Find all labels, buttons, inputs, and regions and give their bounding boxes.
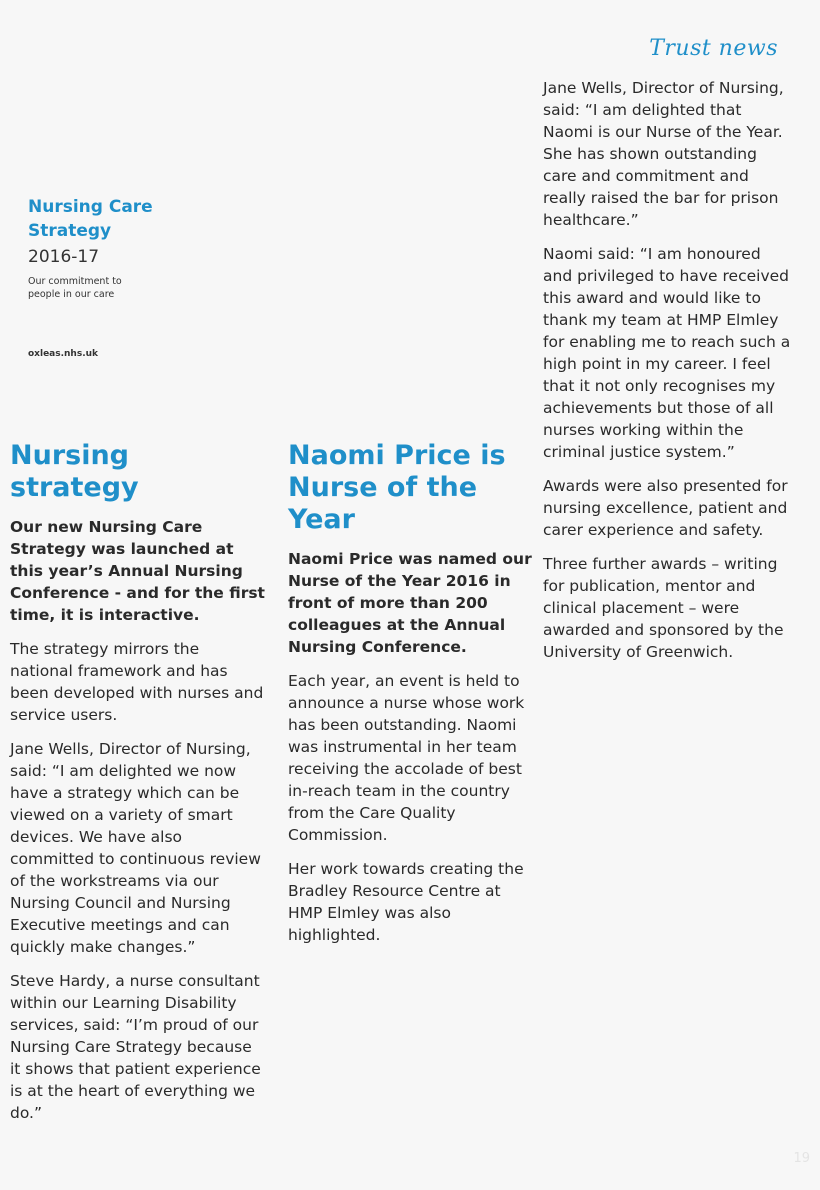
article2-paragraph: Her work towards creating the Bradley Resource Centre at HMP Elmley was also highlighted. bbox=[288, 860, 524, 944]
cover-url-link[interactable]: oxleas.nhs.uk bbox=[28, 349, 99, 359]
article2-continued-paragraph: Awards were also presented for nursing excellence, patient and carer experience and safety. bbox=[543, 477, 788, 539]
page-number: 19 bbox=[793, 1151, 810, 1166]
article1-heading: Nursing strategy bbox=[10, 440, 139, 503]
section-masthead: Trust news bbox=[649, 36, 778, 61]
article2-lead: Naomi Price was named our Nurse of the Year 2016 in front of more than 200 colleagues at the Annual Nursing Conference. bbox=[288, 550, 532, 656]
article2-paragraph: Each year, an event is held to announce a nurse whose work has been outstanding. Naomi was instrumental in her team receiving the accolade of best in-reach team in the country from the Care Quality Commission. bbox=[288, 672, 525, 844]
article2-continued-column bbox=[543, 77, 793, 675]
article-nurse-of-the-year bbox=[288, 440, 533, 958]
article1-paragraph: Steve Hardy, a nurse consultant within our Learning Disability services, said: “I’m proud of our Nursing Care Strategy because it shows that patient experience is at the heart of everything we do.” bbox=[10, 972, 261, 1122]
cover-subtitle-line2: people in our care bbox=[28, 289, 115, 300]
article1-lead: Our new Nursing Care Strategy was launched at this year’s Annual Nursing Conference - and for the first time, it is interactive. bbox=[10, 518, 265, 624]
article2-continued-paragraph: Jane Wells, Director of Nursing, said: “I am delighted that Naomi is our Nurse of the Year. She has shown outstanding care and commitment and really raised the bar for prison healthcare.” bbox=[543, 79, 784, 229]
article1-paragraph: Jane Wells, Director of Nursing, said: “I am delighted we now have a strategy which can be viewed on a variety of smart devices. We have also committed to continuous review of the workstreams via our Nursing Council and Nursing Executive meetings and can quickly make changes.” bbox=[10, 740, 261, 956]
article1-paragraph: The strategy mirrors the national framework and has been developed with nurses and service users. bbox=[10, 640, 264, 724]
article2-heading: Naomi Price is Nurse of the Year bbox=[288, 440, 506, 535]
cover-title-line2: Strategy bbox=[28, 221, 112, 241]
article-nursing-strategy bbox=[10, 440, 265, 1136]
cover-title-line1: Nursing Care bbox=[28, 197, 153, 217]
cover-subtitle-line1: Our commitment to bbox=[28, 276, 122, 287]
article2-continued-paragraph: Naomi said: “I am honoured and privileged to have received this award and would like to thank my team at HMP Elmley for enabling me to reach such a high point in my career. I feel that it not only recognises my achievements but those of all nurses working within the criminal justice system.” bbox=[543, 245, 791, 461]
strategy-cover-thumbnail[interactable] bbox=[28, 195, 228, 359]
article2-continued-paragraph: Three further awards – writing for publication, mentor and clinical placement – were awarded and sponsored by the University of Greenwich. bbox=[543, 555, 784, 661]
cover-year: 2016-17 bbox=[28, 247, 100, 267]
